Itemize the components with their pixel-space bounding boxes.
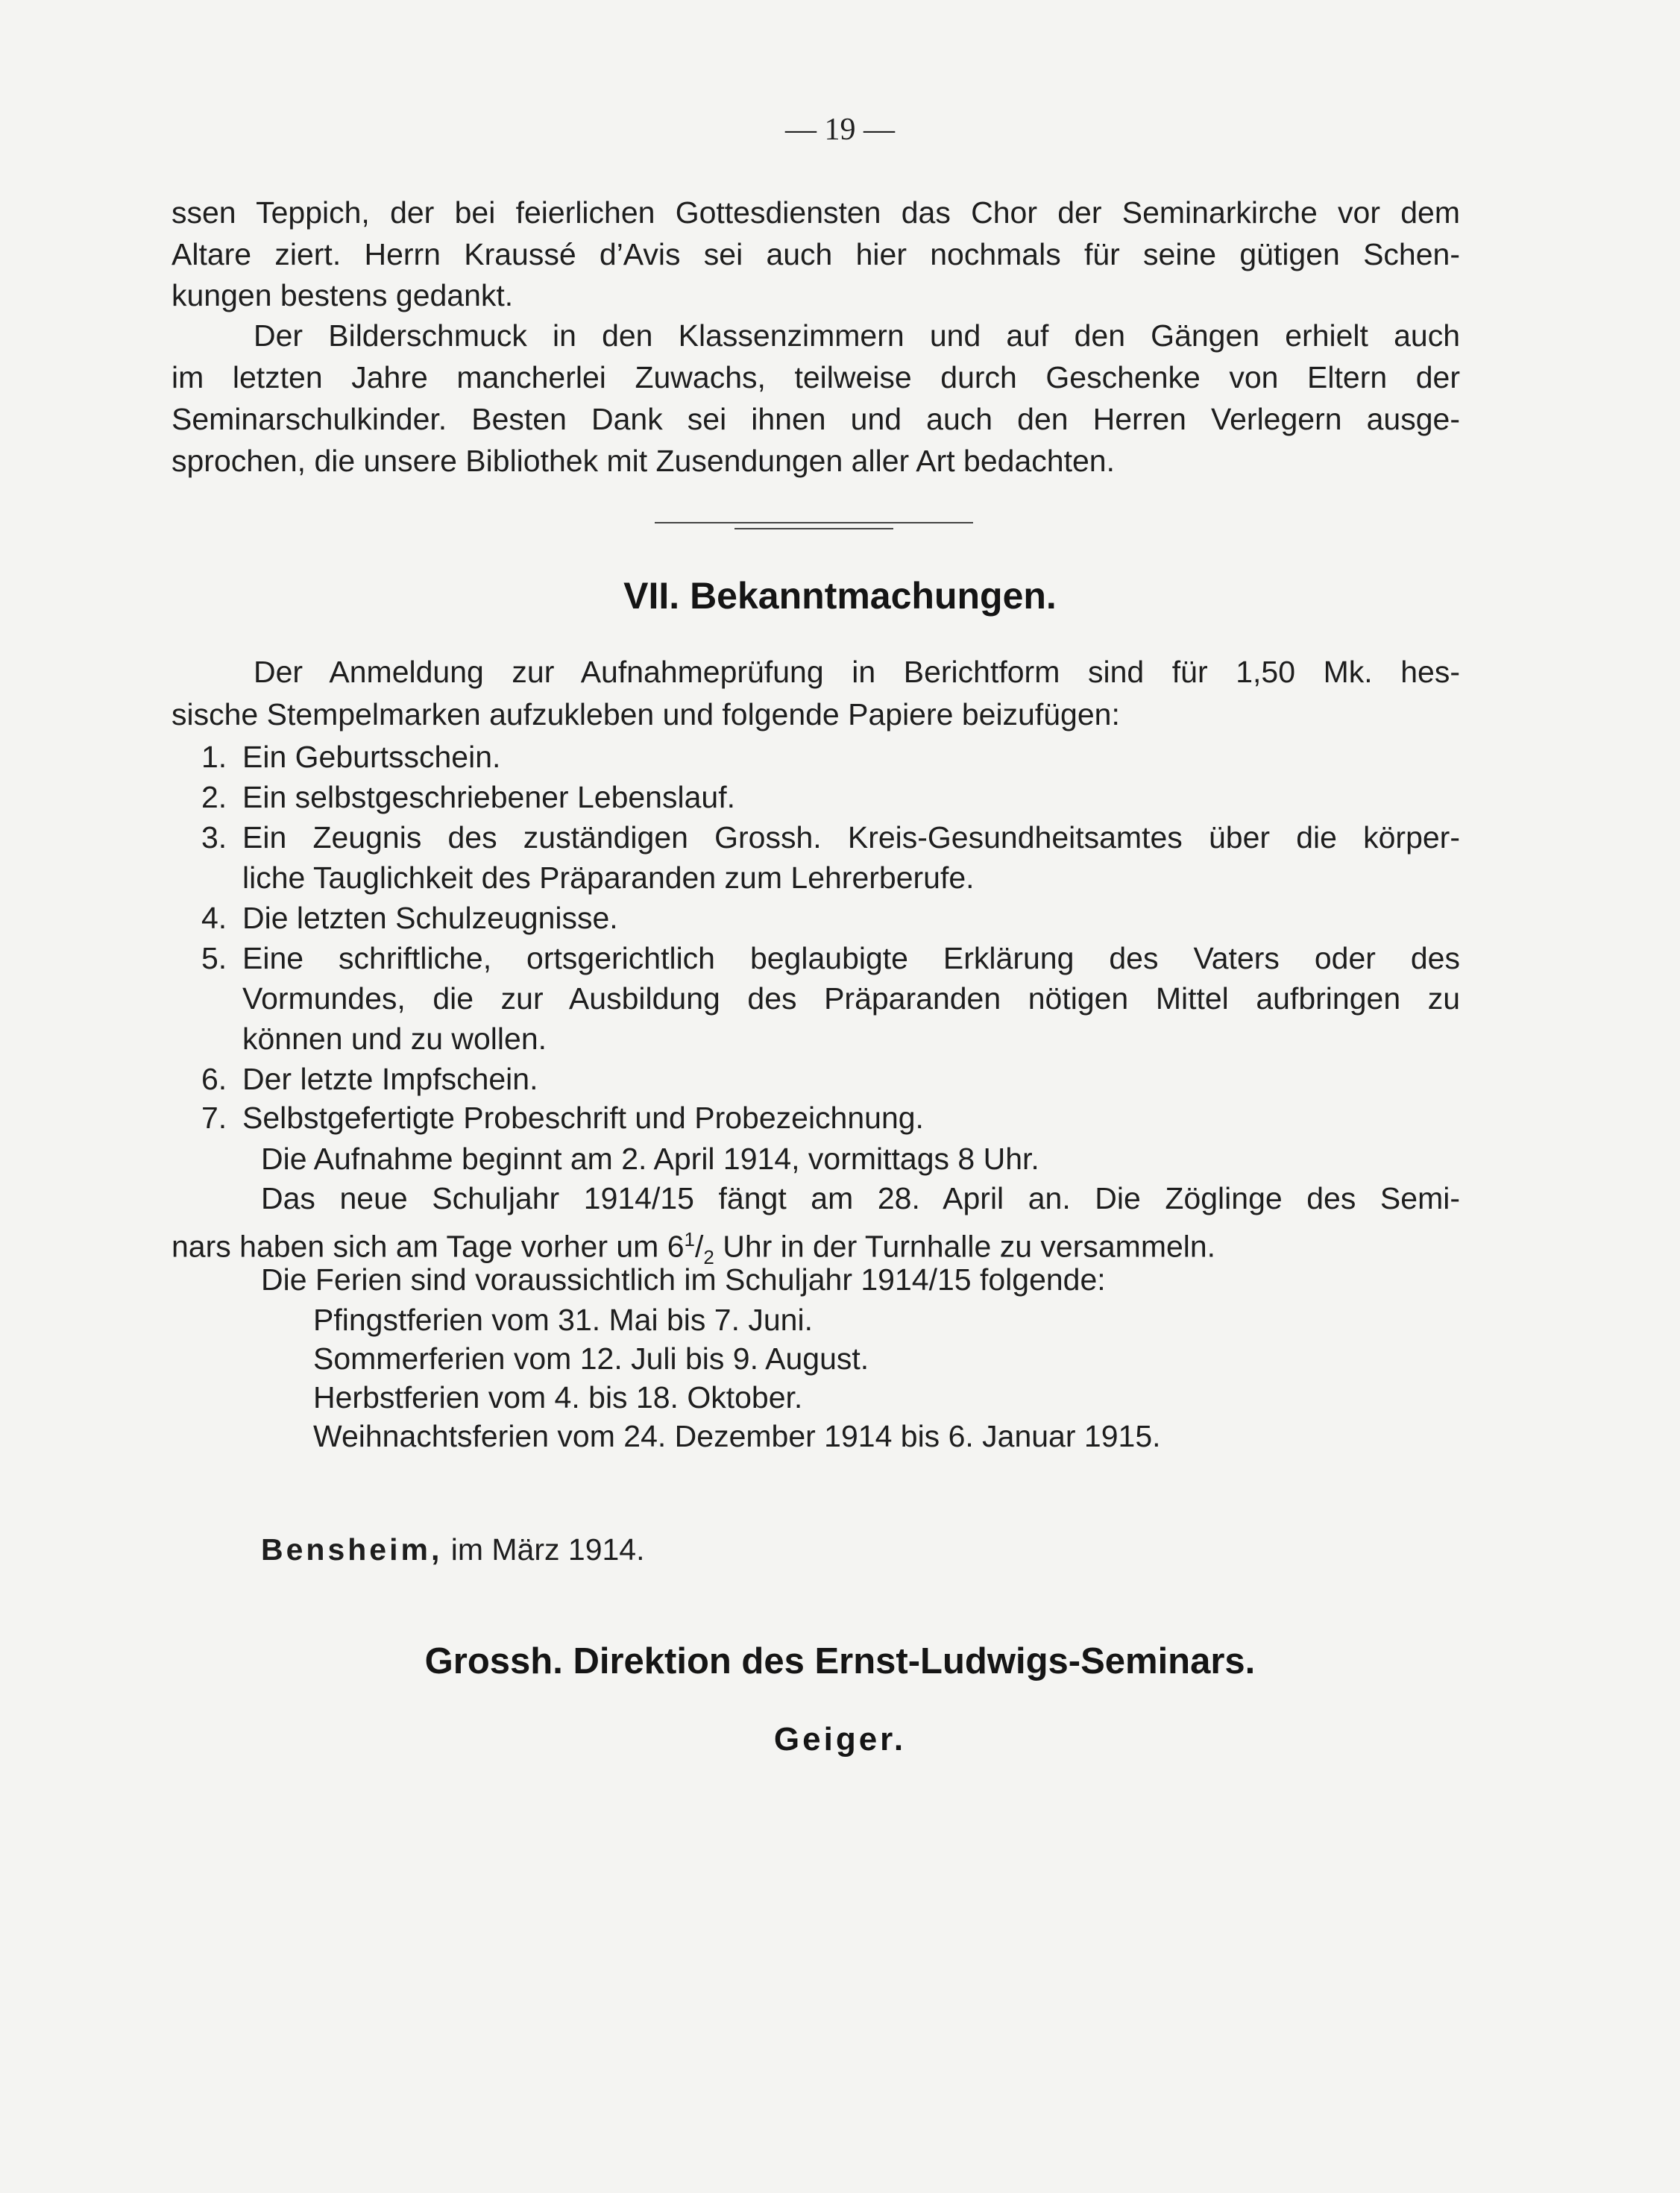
list-item-5-text-3: können und zu wollen. bbox=[242, 1022, 547, 1056]
para2-line-4: sprochen, die unsere Bibliothek mit Zusendungen aller Art bedachten. bbox=[172, 444, 1115, 478]
list-item-7-text: Selbstgefertigte Probeschrift und Probezeichnung. bbox=[242, 1101, 924, 1135]
page-number: — 19 — bbox=[785, 113, 895, 147]
list-item-4-text: Die letzten Schulzeugnisse. bbox=[242, 901, 618, 935]
list-item-3-text-1: Ein Zeugnis des zuständigen Grossh. Kreis-Gesundheitsamtes über die körper- bbox=[242, 820, 1460, 855]
school-year-line-2-end: Uhr in der Turnhalle zu versammeln. bbox=[714, 1229, 1216, 1264]
list-item-3-number: 3. bbox=[201, 820, 227, 855]
admission-line: Die Aufnahme beginnt am 2. April 1914, vormittags 8 Uhr. bbox=[261, 1142, 1039, 1176]
list-item-3-text-2: liche Tauglichkeit des Präparanden zum Lehrerberufe. bbox=[242, 860, 975, 895]
intro-line-3: kungen bestens gedankt. bbox=[172, 278, 514, 312]
place-name: Bensheim, bbox=[261, 1532, 443, 1567]
para2-line-3: Seminarschulkinder. Besten Dank sei ihnen und auch den Herren Verlegern ausge- bbox=[172, 402, 1460, 436]
holiday-pfingsten: Pfingstferien vom 31. Mai bis 7. Juni. bbox=[313, 1303, 813, 1337]
list-item-6-number: 6. bbox=[201, 1062, 227, 1096]
authority-line: Grossh. Direktion des Ernst-Ludwigs-Seminars. bbox=[424, 1641, 1256, 1681]
lead-line-1: Der Anmeldung zur Aufnahmeprüfung in Berichtform sind für 1,50 Mk. hes- bbox=[254, 655, 1460, 689]
time-fraction-numerator: 1 bbox=[684, 1228, 695, 1250]
list-item-5-number: 5. bbox=[201, 941, 227, 975]
time-fraction-denominator: 2 bbox=[703, 1245, 714, 1268]
intro-line-1: ssen Teppich, der bei feierlichen Gottesdiensten das Chor der Seminarkirche vor dem bbox=[172, 195, 1460, 230]
list-item-6-text: Der letzte Impfschein. bbox=[242, 1062, 538, 1096]
para2-line-1: Der Bilderschmuck in den Klassenzimmern und auf den Gängen erhielt auch bbox=[254, 318, 1460, 353]
para2-line-2: im letzten Jahre mancherlei Zuwachs, teilweise durch Geschenke von Eltern der bbox=[172, 360, 1460, 394]
list-item-4-number: 4. bbox=[201, 901, 227, 935]
list-item-7-number: 7. bbox=[201, 1101, 227, 1135]
date-text: im März 1914. bbox=[442, 1532, 645, 1567]
place-date bbox=[261, 1529, 645, 1570]
list-item-5-text-1: Eine schriftliche, ortsgerichtlich beglaubigte Erklärung des Vaters oder des bbox=[242, 941, 1460, 975]
separator-rule-long bbox=[655, 522, 973, 523]
list-item-1-text: Ein Geburtsschein. bbox=[242, 740, 501, 774]
separator-rule-short bbox=[734, 528, 893, 529]
school-year-line-2-start: nars haben sich am Tage vorher um 6 bbox=[172, 1229, 685, 1264]
holiday-herbst: Herbstferien vom 4. bis 18. Oktober. bbox=[313, 1380, 803, 1415]
list-item-2-number: 2. bbox=[201, 780, 227, 814]
school-year-line-1: Das neue Schuljahr 1914/15 fängt am 28. April an. Die Zöglinge des Semi- bbox=[261, 1181, 1460, 1215]
signature: Geiger. bbox=[773, 1721, 907, 1758]
list-item-1-number: 1. bbox=[201, 740, 227, 774]
holidays-intro: Die Ferien sind voraussichtlich im Schuljahr 1914/15 folgende: bbox=[261, 1262, 1106, 1297]
list-item-5-text-2: Vormundes, die zur Ausbildung des Präparanden nötigen Mittel aufbringen zu bbox=[242, 981, 1460, 1016]
lead-line-2: sische Stempelmarken aufzukleben und folgende Papiere beizufügen: bbox=[172, 697, 1120, 731]
holiday-weihnachten: Weihnachtsferien vom 24. Dezember 1914 bis 6. Januar 1915. bbox=[313, 1419, 1161, 1453]
intro-line-2: Altare ziert. Herrn Kraussé d’Avis sei auch hier nochmals für seine gütigen Schen- bbox=[172, 237, 1460, 271]
time-fraction-slash: / bbox=[694, 1229, 704, 1264]
section-title: VII. Bekanntmachungen. bbox=[623, 575, 1057, 617]
holiday-sommer: Sommerferien vom 12. Juli bis 9. August. bbox=[313, 1341, 869, 1376]
list-item-2-text: Ein selbstgeschriebener Lebenslauf. bbox=[242, 780, 735, 814]
